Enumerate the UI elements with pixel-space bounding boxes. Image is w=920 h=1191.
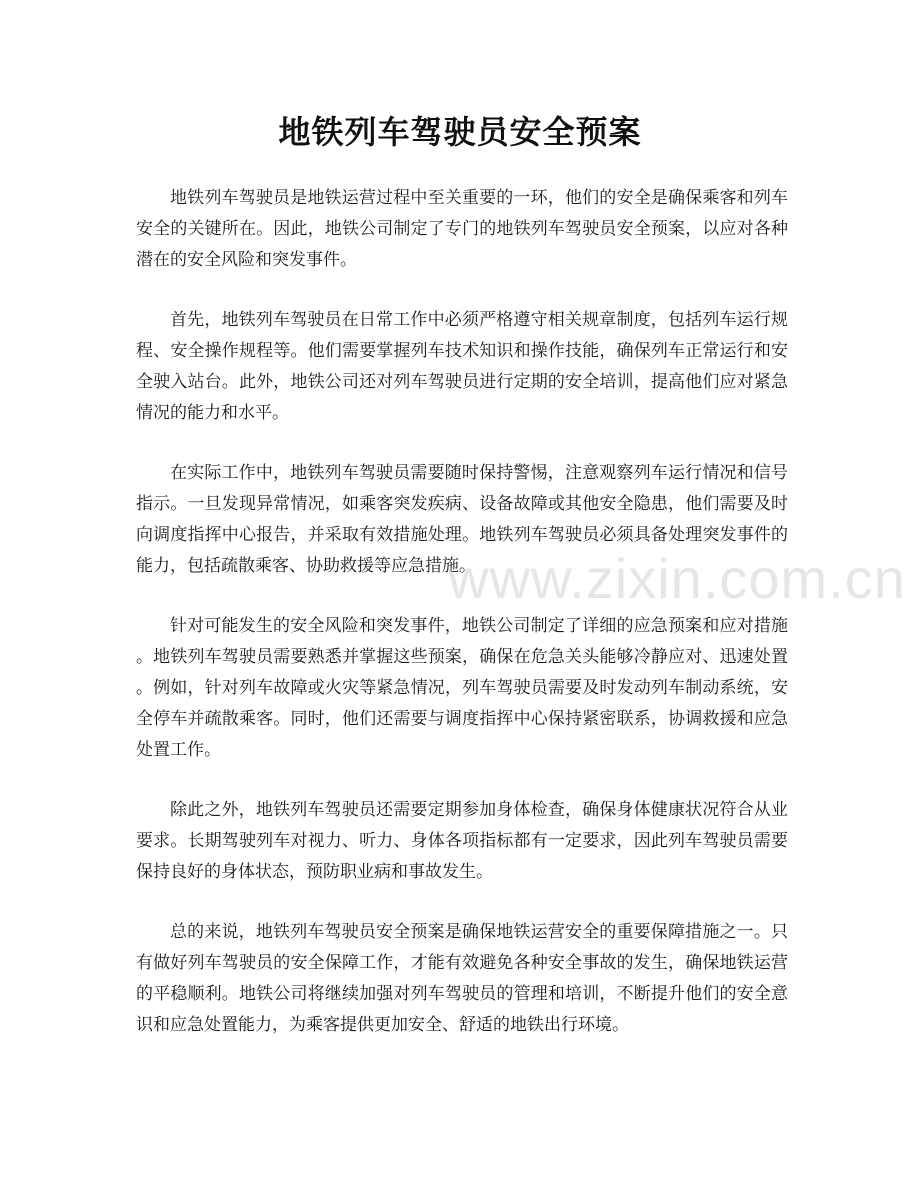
paragraph-conclusion: 总的来说，地铁列车驾驶员安全预案是确保地铁运营安全的重要保障措施之一。只有做好列车驾驶员的安全保障工作，才能有效避免各种安全事故的发生，确保地铁运营的平稳顺利。地铁公司将继续加强对列车驾驶员的管理和培训，不断提升他们的安全意识和应急处置能力，为乘客提供更加安全、舒适的地铁出行环境。 bbox=[136, 922, 788, 1035]
document-body bbox=[136, 183, 788, 1070]
paragraph-health-checks: 除此之外，地铁列车驾驶员还需要定期参加身体检查，确保身体健康状况符合从业要求。长期驾驶列车对视力、听力、身体各项指标都有一定要求，因此列车驾驶员需要保持良好的身体状态，预防职业病和事故发生。 bbox=[136, 800, 788, 882]
watermark: www.zixin.com.cn bbox=[448, 547, 906, 610]
paragraph-daily-rules: 首先，地铁列车驾驶员在日常工作中必须严格遵守相关规章制度，包括列车运行规程、安全操作规程等。他们需要掌握列车技术知识和操作技能，确保列车正常运行和安全驶入站台。此外，地铁公司还对列车驾驶员进行定期的安全培训，提高他们应对紧急情况的能力和水平。 bbox=[136, 310, 788, 423]
paragraph-emergency-plans: 针对可能发生的安全风险和突发事件，地铁公司制定了详细的应急预案和应对措施。地铁列车驾驶员需要熟悉并掌握这些预案，确保在危急关头能够冷静应对、迅速处置。例如，针对列车故障或火灾等紧急情况，列车驾驶员需要及时发动列车制动系统，安全停车并疏散乘客。同时，他们还需要与调度指挥中心保持紧密联系，协调救援和应急处置工作。 bbox=[136, 616, 788, 760]
paragraph-intro: 地铁列车驾驶员是地铁运营过程中至关重要的一环，他们的安全是确保乘客和列车安全的关键所在。因此，地铁公司制定了专门的地铁列车驾驶员安全预案，以应对各种潜在的安全风险和突发事件。 bbox=[136, 188, 788, 270]
paragraph-vigilance: 在实际工作中，地铁列车驾驶员需要随时保持警惕，注意观察列车运行情况和信号指示。一旦发现异常情况，如乘客突发疾病、设备故障或其他安全隐患，他们需要及时向调度指挥中心报告，并采取有效措施处理。地铁列车驾驶员必须具备处理突发事件的能力，包括疏散乘客、协助救援等应急措施。 bbox=[136, 463, 788, 576]
document-title: 地铁列车驾驶员安全预案 bbox=[278, 113, 642, 151]
